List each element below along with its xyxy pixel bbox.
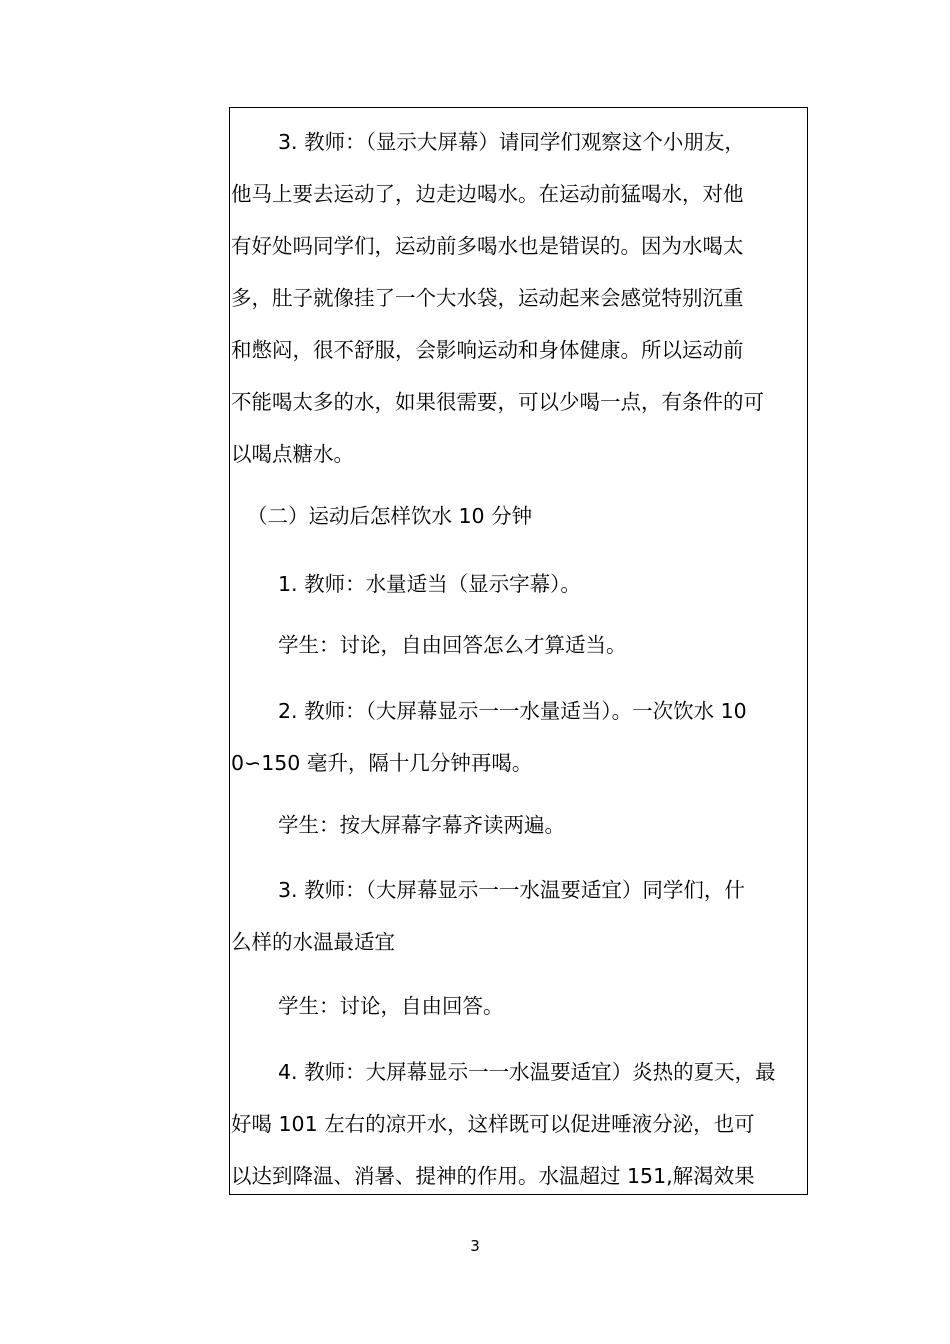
paragraph-line: 好喝 101 左右的凉开水，这样既可以促进唾液分泌，也可 <box>231 1112 755 1136</box>
paragraph-line: 多，肚子就像挂了一个大水袋，运动起来会感觉特别沉重 <box>231 286 744 310</box>
paragraph-line: 和憋闷，很不舒服，会影响运动和身体健康。所以运动前 <box>231 338 744 362</box>
paragraph-line: 1. 教师：水量适当（显示字幕）。 <box>278 572 581 596</box>
paragraph-line: 以喝点糖水。 <box>231 442 354 466</box>
page-number: 3 <box>470 1237 480 1255</box>
paragraph-line: 么样的水温最适宜 <box>231 930 395 954</box>
paragraph-line: 3. 教师：（显示大屏幕）请同学们观察这个小朋友， <box>278 130 745 154</box>
paragraph-line: 4. 教师：大屏幕显示一一水温要适宜）炎热的夏天，最 <box>278 1060 776 1084</box>
paragraph-line: 学生：按大屏幕字幕齐读两遍。 <box>278 813 565 837</box>
paragraph-line: 2. 教师：（大屏幕显示一一水量适当）。一次饮水 10 <box>278 699 747 723</box>
paragraph-line: 学生：讨论，自由回答。 <box>278 994 504 1018</box>
paragraph-line: 有好处吗同学们，运动前多喝水也是错误的。因为水喝太 <box>231 234 744 258</box>
paragraph-line: 学生：讨论，自由回答怎么才算适当。 <box>278 633 627 657</box>
paragraph-line: 不能喝太多的水，如果很需要，可以少喝一点，有条件的可 <box>231 390 764 414</box>
section-heading: （二）运动后怎样饮水 10 分钟 <box>247 504 533 528</box>
paragraph-line: 他马上要去运动了，边走边喝水。在运动前猛喝水，对他 <box>231 182 744 206</box>
paragraph-line: 0∽150 毫升，隔十几分钟再喝。 <box>231 751 533 775</box>
paragraph-line: 3. 教师：（大屏幕显示一一水温要适宜）同学们，什 <box>278 878 745 902</box>
paragraph-line: 以达到降温、消暑、提神的作用。水温超过 151,解渴效果 <box>231 1164 755 1188</box>
